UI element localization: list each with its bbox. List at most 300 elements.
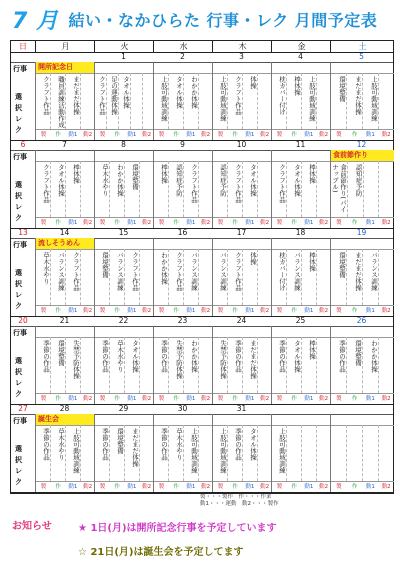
category-mark: 動2 <box>381 308 391 314</box>
date-number: 3 <box>239 52 244 61</box>
date-number: 7 <box>62 140 67 149</box>
date-number: 22 <box>118 316 129 325</box>
category-mark: 動2 <box>142 132 152 138</box>
category-mark: 動2 <box>319 132 329 138</box>
category-mark: 動2 <box>142 484 152 490</box>
activity-columns <box>95 425 154 481</box>
date-number: 23 <box>177 316 188 325</box>
select-label: 選択レク <box>15 357 22 398</box>
category-mark: 動2 <box>83 484 93 490</box>
activity-columns <box>36 161 95 217</box>
category-mark: 動2 <box>319 308 329 314</box>
activity-columns <box>331 249 394 305</box>
date-number <box>271 404 330 414</box>
activity-item: 上肢可動域訓練 <box>213 73 228 129</box>
date-number <box>330 404 393 414</box>
category-mark: 作 <box>55 308 61 314</box>
category-mark: 製 <box>158 308 165 314</box>
category-mark: 製 <box>40 484 47 490</box>
day-cell[interactable] <box>330 150 394 228</box>
week-body <box>11 238 393 317</box>
activity-item: 棒体操 <box>302 161 317 217</box>
category-mark: 動2 <box>201 220 211 226</box>
category-mark: 動2 <box>319 220 329 226</box>
date-number <box>11 52 35 62</box>
category-mark: 作 <box>232 132 238 138</box>
event-label: 行事 <box>13 329 27 337</box>
category-footer <box>272 129 331 140</box>
category-mark: 動2 <box>142 308 152 314</box>
date-number: 21 <box>59 316 70 325</box>
category-footer <box>154 129 213 140</box>
activity-item: バランス訓練 <box>184 249 199 305</box>
category-mark: 動1 <box>245 308 255 314</box>
category-footer <box>213 217 272 228</box>
activity-item: クラフト作品 <box>184 161 199 217</box>
day-cell[interactable] <box>271 150 331 228</box>
activity-columns <box>272 161 331 217</box>
activity-item: 季節の作品 <box>154 337 169 393</box>
category-mark: 製 <box>217 220 224 226</box>
category-footer <box>154 481 213 492</box>
activity-item <box>199 161 213 217</box>
day-cell[interactable] <box>94 62 154 140</box>
category-mark: 動2 <box>83 132 93 138</box>
activity-item: クラフト作品 <box>228 249 243 305</box>
category-mark: 作 <box>173 484 179 490</box>
day-cell[interactable] <box>94 326 154 404</box>
date-number: 17 <box>236 228 247 237</box>
activity-columns <box>213 73 272 129</box>
activity-item: タオル体操 <box>169 73 184 129</box>
activity-columns <box>154 161 213 217</box>
category-mark: 動1 <box>127 308 137 314</box>
day-cell[interactable] <box>271 62 331 140</box>
category-mark: 動2 <box>319 484 329 490</box>
activity-item: 季節の作品 <box>228 337 243 393</box>
activity-item: 上肢可動域訓練 <box>154 73 169 129</box>
date-number: 9 <box>180 140 185 149</box>
activity-item <box>379 161 394 217</box>
notice-line-2: ☆ 21日(月)は誕生会を予定してます <box>78 547 244 558</box>
category-footer <box>331 481 394 492</box>
select-label: 選択レク <box>15 269 22 310</box>
select-label: 選択レク <box>15 181 22 222</box>
activity-item <box>199 73 213 129</box>
category-mark: 製 <box>99 484 106 490</box>
category-mark: 動1 <box>304 396 314 402</box>
category-mark: 動1 <box>127 484 137 490</box>
category-mark: 動1 <box>68 132 78 138</box>
category-mark: 製 <box>217 132 224 138</box>
category-mark: 作 <box>55 220 61 226</box>
row-label <box>11 62 36 140</box>
activity-item: バランス訓練 <box>287 249 302 305</box>
category-mark: 動2 <box>201 308 211 314</box>
title-text: 結い・なかひらた 行事・レク 月間予定表 <box>68 11 378 30</box>
activity-columns <box>272 337 331 393</box>
category-mark: 製 <box>336 132 342 138</box>
week-body <box>11 62 393 141</box>
date-number: 8 <box>121 140 126 149</box>
category-mark: 作 <box>55 484 61 490</box>
activity-item: 食前節作り(パイナップル) <box>331 161 348 217</box>
day-cell[interactable] <box>212 62 272 140</box>
activity-columns <box>36 249 95 305</box>
activity-item: バランス訓練 <box>213 249 228 305</box>
activity-item: 草木水やり <box>110 337 125 393</box>
activity-item: 認知症予防 <box>169 161 184 217</box>
select-label: 選択レク <box>15 93 22 134</box>
date-number: 29 <box>118 404 129 413</box>
day-cell[interactable] <box>330 326 394 404</box>
activity-columns <box>331 337 394 393</box>
activity-columns <box>331 425 394 481</box>
category-footer <box>331 393 394 404</box>
category-mark: 製 <box>158 484 165 490</box>
activity-item: クラフト作品 <box>272 161 287 217</box>
activity-item <box>140 425 154 481</box>
activity-item <box>140 249 154 305</box>
activity-columns <box>154 249 213 305</box>
event-cell: 開所記念日 <box>36 62 95 74</box>
category-footer <box>154 393 213 404</box>
activity-item: 季節の作品 <box>95 425 110 481</box>
weekday-2: 火 <box>94 41 154 52</box>
activity-columns <box>213 425 272 481</box>
date-number: 19 <box>356 228 367 237</box>
activity-item <box>379 337 394 393</box>
day-cell[interactable] <box>212 414 272 492</box>
category-mark: 動2 <box>319 396 329 402</box>
activity-item <box>131 73 143 129</box>
category-mark: 動1 <box>245 220 255 226</box>
activity-columns <box>213 249 272 305</box>
select-label: 選択レク <box>15 445 22 486</box>
activity-columns <box>154 73 213 129</box>
activity-item: 職員訓練活動作成 <box>51 73 66 129</box>
activity-item <box>302 425 317 481</box>
category-mark: 動1 <box>127 132 137 138</box>
activity-item: 棒体操 <box>302 249 317 305</box>
category-mark: 動2 <box>201 484 211 490</box>
activity-item: 季節の作品 <box>95 337 110 393</box>
date-number <box>35 52 94 62</box>
activity-columns <box>95 161 154 217</box>
activity-item: 草木水やり <box>95 161 110 217</box>
activity-item: 上肢可動域訓練 <box>213 425 228 481</box>
category-mark: 動1 <box>68 308 78 314</box>
activity-columns <box>154 337 213 393</box>
category-footer <box>95 129 154 140</box>
day-cell[interactable] <box>271 326 331 404</box>
activity-item: 季節の作品 <box>36 425 51 481</box>
day-cell[interactable] <box>330 414 394 492</box>
activity-item <box>287 425 302 481</box>
category-footer <box>272 393 331 404</box>
activity-item: 季節の作品 <box>36 337 51 393</box>
day-cell[interactable] <box>35 150 95 228</box>
activity-item <box>81 425 95 481</box>
date-number: 2 <box>180 52 185 61</box>
category-footer <box>36 393 95 404</box>
day-cell[interactable] <box>271 414 331 492</box>
category-mark: 製 <box>336 484 342 490</box>
category-mark: 製 <box>217 308 224 314</box>
day-cell[interactable] <box>35 326 95 404</box>
category-mark: 作 <box>55 396 61 402</box>
activity-item <box>258 425 272 481</box>
category-mark: 製 <box>276 308 283 314</box>
category-footer <box>154 217 213 228</box>
day-cell[interactable] <box>271 238 331 316</box>
date-number: 30 <box>177 404 188 413</box>
category-mark: 作 <box>114 396 120 402</box>
weekday-0: 日 <box>19 42 27 51</box>
activity-item: わかか体操 <box>184 337 199 393</box>
category-mark: 作 <box>351 220 358 226</box>
category-mark: 作 <box>351 396 358 402</box>
weekday-4: 木 <box>212 41 272 52</box>
date-number: 14 <box>59 228 70 237</box>
category-footer <box>272 481 331 492</box>
category-mark: 動1 <box>365 484 375 490</box>
day-cell[interactable] <box>153 150 213 228</box>
activity-item: タオル体操 <box>287 161 302 217</box>
activity-item: バランス訓練 <box>363 249 379 305</box>
activity-item: わかか体操 <box>110 161 125 217</box>
day-cell[interactable] <box>212 326 272 404</box>
activity-item <box>379 425 394 481</box>
activity-item: まだまだ体操 <box>66 73 81 129</box>
category-mark: 動1 <box>68 220 78 226</box>
category-mark: 作 <box>351 484 358 490</box>
category-mark: 製 <box>336 396 342 402</box>
activity-item: バランス訓練 <box>51 249 66 305</box>
notice-line-1: ★ 1日(月)は開所記念行事を予定しています <box>78 523 277 534</box>
event-label: 行事 <box>13 241 27 249</box>
notice-label: お知らせ <box>12 521 52 532</box>
category-mark: 動1 <box>245 484 255 490</box>
category-mark: 製 <box>276 484 283 490</box>
category-mark: 作 <box>351 132 358 138</box>
day-cell[interactable] <box>35 238 95 316</box>
category-mark: 動2 <box>142 220 152 226</box>
activity-item: クラフト作品 <box>36 73 51 129</box>
category-mark: 製 <box>336 220 342 226</box>
activity-item <box>331 425 347 481</box>
activity-item: 認知症予防 <box>348 161 364 217</box>
category-mark: 製 <box>99 132 106 138</box>
week-body <box>11 414 393 493</box>
date-number: 16 <box>177 228 188 237</box>
activity-item <box>258 73 272 129</box>
date-number: 5 <box>359 52 364 61</box>
date-number: 26 <box>356 316 367 325</box>
category-mark: 作 <box>114 484 120 490</box>
activity-item: タオル体操 <box>51 161 66 217</box>
activity-item: クラフト作品 <box>228 161 243 217</box>
activity-columns <box>213 337 272 393</box>
event-label: 行事 <box>13 65 27 73</box>
category-mark: 動1 <box>304 484 314 490</box>
activity-item: 環境整備 <box>331 73 347 129</box>
activity-columns <box>272 249 331 305</box>
category-mark: 動1 <box>127 396 137 402</box>
activity-item <box>317 337 331 393</box>
activity-item: 季節の作品 <box>331 337 347 393</box>
category-footer <box>154 305 213 316</box>
category-footer <box>36 305 95 316</box>
date-number: 4 <box>298 52 303 61</box>
category-mark: 作 <box>173 220 179 226</box>
day-cell[interactable] <box>212 150 272 228</box>
category-footer <box>95 393 154 404</box>
date-number: 11 <box>295 140 306 149</box>
event-cell: 食前節作り <box>331 150 394 162</box>
category-mark: 製 <box>40 308 47 314</box>
activity-item: 足の運動体操 <box>107 73 119 129</box>
category-mark: 作 <box>291 132 297 138</box>
activity-item <box>81 337 95 393</box>
category-mark: 製 <box>276 132 283 138</box>
date-number: 13 <box>18 228 28 237</box>
activity-item <box>317 249 331 305</box>
activity-item <box>379 249 394 305</box>
activity-item: クラフト作品 <box>36 161 51 217</box>
category-footer <box>213 481 272 492</box>
activity-item: 環境整備 <box>125 161 140 217</box>
category-mark: 動2 <box>381 396 391 402</box>
day-cell[interactable] <box>94 238 154 316</box>
day-cell[interactable] <box>153 326 213 404</box>
activity-item <box>81 249 95 305</box>
activity-item: 棒体操 <box>302 337 317 393</box>
day-cell[interactable] <box>94 150 154 228</box>
day-cell[interactable] <box>153 414 213 492</box>
activity-item: まだまだ体操 <box>347 73 363 129</box>
date-number: 1 <box>121 52 126 61</box>
category-mark: 製 <box>217 484 224 490</box>
activity-item: まだまだ体操 <box>347 249 363 305</box>
activity-item <box>317 73 331 129</box>
activity-item <box>140 337 154 393</box>
activity-item: クラフト作品 <box>228 73 243 129</box>
day-cell[interactable] <box>212 238 272 316</box>
category-mark: 製 <box>158 396 165 402</box>
activity-item: 季節の作品 <box>272 337 287 393</box>
day-cell[interactable] <box>35 414 95 492</box>
category-mark: 動2 <box>381 484 391 490</box>
day-cell[interactable] <box>153 238 213 316</box>
activity-item: 上肢可動域訓練 <box>272 425 287 481</box>
day-cell[interactable] <box>94 414 154 492</box>
activity-columns <box>36 73 95 129</box>
activity-item <box>199 249 213 305</box>
category-mark: 作 <box>55 132 61 138</box>
category-mark: 作 <box>291 396 297 402</box>
activity-item: 環境整備 <box>51 337 66 393</box>
category-mark: 作 <box>232 308 238 314</box>
activity-item: 棒体操 <box>287 73 302 129</box>
day-cell[interactable] <box>153 62 213 140</box>
category-mark: 動2 <box>260 484 270 490</box>
activity-item <box>140 161 154 217</box>
activity-item <box>258 337 272 393</box>
activity-item: わかか体操 <box>363 337 379 393</box>
category-mark: 作 <box>173 308 179 314</box>
activity-item: タオル体操 <box>125 337 140 393</box>
activity-item <box>379 73 394 129</box>
activity-item: タオル体操 <box>243 161 258 217</box>
category-mark: 動1 <box>365 396 375 402</box>
day-cell[interactable] <box>35 62 95 140</box>
category-mark: 製 <box>40 132 47 138</box>
activity-item: 草木水やり <box>51 425 66 481</box>
activity-item: まだまだ体操 <box>125 425 140 481</box>
activity-item: 季節の作品 <box>228 425 243 481</box>
day-cell[interactable] <box>330 62 394 140</box>
activity-item <box>347 425 363 481</box>
date-number: 18 <box>295 228 306 237</box>
category-mark: 動2 <box>201 132 211 138</box>
category-footer <box>95 481 154 492</box>
activity-item: 枕カバー付け <box>272 73 287 129</box>
activity-item: 失禁予防体操 <box>213 337 228 393</box>
date-number: 20 <box>18 316 28 325</box>
activity-item: 上肢可動域訓練 <box>302 73 317 129</box>
category-mark: 動1 <box>365 308 375 314</box>
event-label: 行事 <box>13 417 27 425</box>
category-mark: 動1 <box>186 484 196 490</box>
date-number: 31 <box>236 404 247 413</box>
activity-item: 棒体操 <box>66 161 81 217</box>
category-mark: 製 <box>158 132 165 138</box>
activity-columns <box>36 337 95 393</box>
category-mark: 作 <box>291 484 297 490</box>
activity-item: 枕カバー付け <box>272 249 287 305</box>
category-mark: 製 <box>158 220 165 226</box>
date-number: 15 <box>118 228 129 237</box>
category-mark: 製 <box>99 396 106 402</box>
activity-item: タオル体操 <box>119 73 131 129</box>
activity-columns <box>154 425 213 481</box>
category-mark: 動1 <box>186 132 196 138</box>
activity-item: 上肢可動域訓練 <box>184 425 199 481</box>
category-mark: 動1 <box>245 132 255 138</box>
category-mark: 動2 <box>260 220 270 226</box>
weekday-6: 土 <box>330 41 394 52</box>
category-mark: 作 <box>351 308 358 314</box>
activity-item: タオル体操 <box>287 337 302 393</box>
activity-item <box>317 161 331 217</box>
category-mark: 作 <box>232 484 238 490</box>
category-mark: 動2 <box>260 132 270 138</box>
date-number: 12 <box>356 140 367 149</box>
activity-item <box>258 161 272 217</box>
activity-item: 環境整備 <box>95 249 110 305</box>
activity-item: バランス訓練 <box>110 249 125 305</box>
day-cell[interactable] <box>330 238 394 316</box>
category-footer <box>213 129 272 140</box>
date-number: 24 <box>236 316 247 325</box>
row-label <box>11 238 36 316</box>
activity-item: 草木水やり <box>169 425 184 481</box>
category-mark: 動2 <box>83 396 93 402</box>
category-mark: 動2 <box>260 396 270 402</box>
category-footer <box>36 129 95 140</box>
category-mark: 作 <box>232 220 238 226</box>
